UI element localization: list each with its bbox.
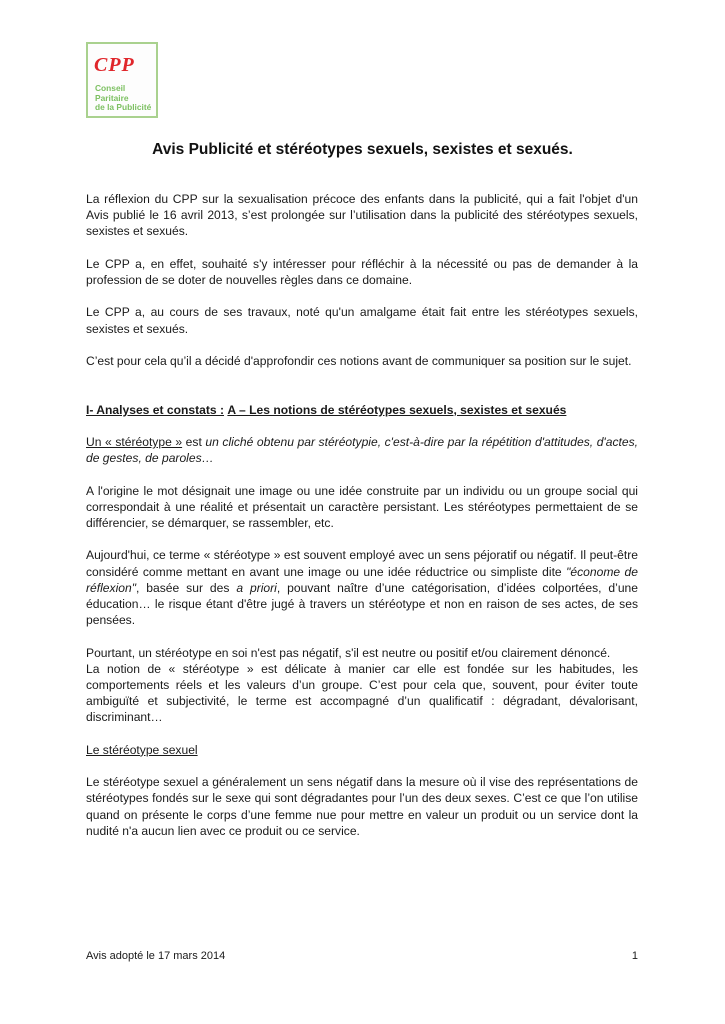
logo-line-3: de la Publicité [95, 102, 152, 112]
today-text-3: , pouvant naître d’une catégorisation, d’idées colportées, d’une éducation… le risque étant d'être jugé à travers un stéréotype et non en raison de ses actes, de ses pensées. [86, 580, 638, 628]
definition-term: Un « stéréotype » [86, 434, 183, 449]
logo-abbreviation: CPP [94, 54, 135, 76]
today-paragraph [86, 547, 638, 628]
today-text-1: Aujourd'hui, ce terme « stéréotype » est souvent employé avec un sens péjoratif ou négatif. Il peut-être considéré comme mettant en avant une image ou une idée réductrice ou simpliste dite [86, 548, 638, 579]
page-footer [86, 950, 638, 962]
logo-line-2: Paritaire [95, 92, 129, 103]
footer-adoption-date: Avis adopté le 17 mars 2014 [86, 950, 226, 962]
logo-fullname [95, 84, 151, 113]
definition-paragraph [86, 434, 638, 466]
logo-line-1: Conseil [95, 83, 126, 93]
today-quote: "économe de réflexion" [86, 564, 638, 595]
definition-text: un cliché obtenu par stéréotypie, c'est-à-dire par la répétition d'attitudes, d'actes, de gestes, de paroles… [86, 434, 639, 466]
however-line-1: Pourtant, un stéréotype en soi n'est pas négatif, s'il est neutre ou positif et/ou clairement dénoncé. [86, 645, 611, 660]
cpp-logo [86, 42, 158, 118]
intro-paragraph-2: Le CPP a, en effet, souhaité s'y intéresser pour réfléchir à la nécessité ou pas de demander à la profession de se doter de nouvelles règles dans ce domaine. [86, 256, 638, 287]
document-body [86, 191, 638, 855]
page-number: 1 [631, 950, 638, 962]
sexual-stereotype-paragraph: Le stéréotype sexuel a généralement un sens négatif dans la mesure où il vise des représentations de stéréotypes fondés sur le sexe qui sont dégradantes pour l’un des deux sexes. C’est ce que l’on utilise quand on présente le corps d’une femme nue pour mettre en valeur un produit ou un service dont la nudité n'a aucun lien avec ce produit ou ce service. [86, 775, 638, 838]
definition-verb: est [182, 434, 206, 449]
however-paragraph [86, 645, 638, 726]
spacer [86, 385, 638, 401]
intro-paragraph-1: La réflexion du CPP sur la sexualisation précoce des enfants dans la publicité, qui a fait l'objet d'un Avis publié le 16 avril 2013, s’est prolongée sur l’utilisation dans la publicité des stéréotypes sexuels, sexistes et sexués. [86, 192, 638, 239]
today-text-2: , basée sur des [136, 580, 237, 595]
section-heading-analyses: I- Analyses et constats : [86, 402, 225, 417]
today-apriori: a priori [236, 580, 277, 595]
intro-paragraph-4: C’est pour cela qu’il a décidé d'approfondir ces notions avant de communiquer sa position sur le sujet. [86, 353, 632, 368]
however-line-2: La notion de « stéréotype » est délicate à manier car elle est fondée sur les habitudes, les comportements réels et les valeurs d’un groupe. C’est pour cela que, souvent, pour éviter toute ambiguïté et subjectivité, le terme est accompagné d’un qualificatif : dégradant, dévalorisant, discriminant… [86, 661, 638, 725]
sexual-stereotype-heading: Le stéréotype sexuel [86, 742, 198, 757]
intro-paragraph-3: Le CPP a, au cours de ses travaux, noté qu'un amalgame était fait entre les stéréotypes sexuels, sexistes et sexués. [86, 305, 638, 336]
origin-paragraph: A l'origine le mot désignait une image ou une idée construite par un individu ou un groupe social qui correspondait à une réalité et présentait un caractère persistant. Les stéréotypes permettaient de se différencier, se démarquer, se rassembler, etc. [86, 483, 638, 530]
document-title: Avis Publicité et stéréotypes sexuels, sexistes et sexués. [152, 141, 573, 158]
section-heading-notions: A – Les notions de stéréotypes sexuels, sexistes et sexués [227, 402, 567, 417]
